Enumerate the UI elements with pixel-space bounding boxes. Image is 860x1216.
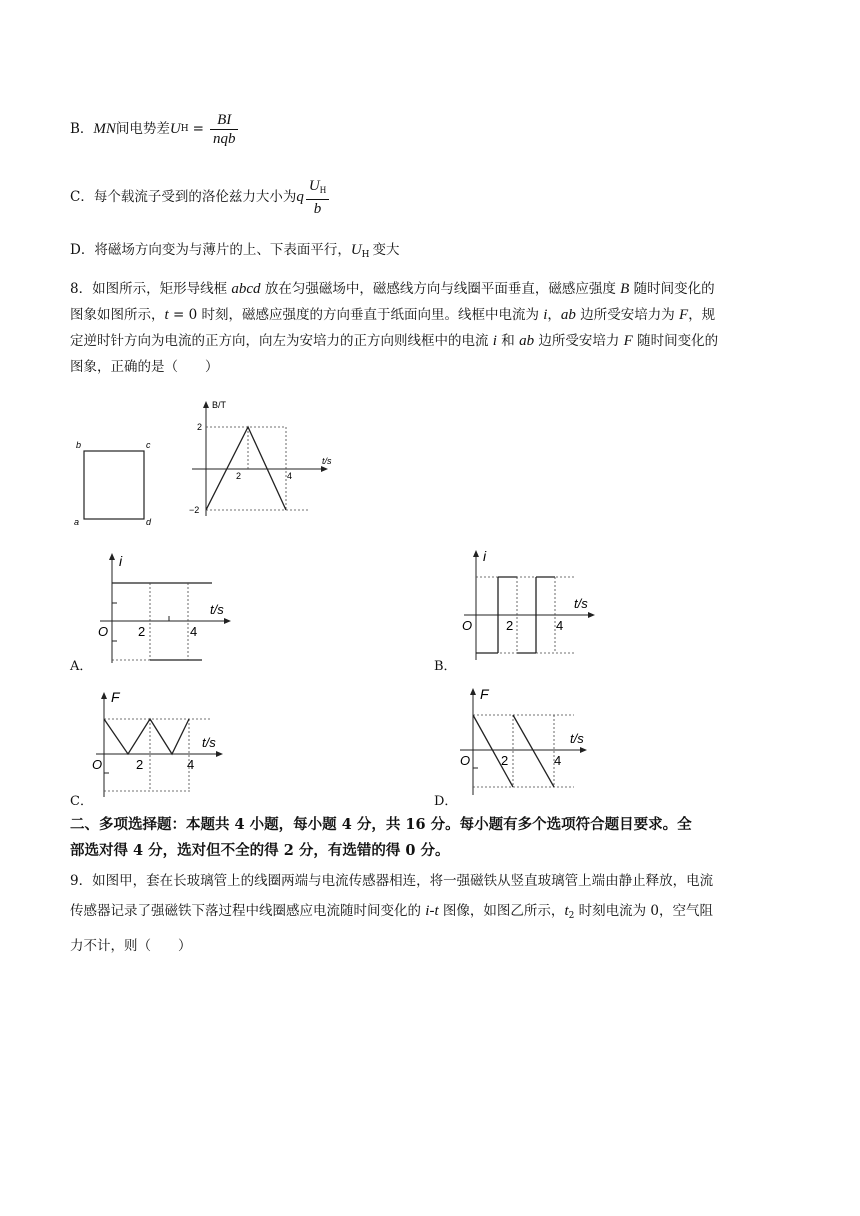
- q9-it: i-t: [425, 903, 439, 919]
- graph-a-ylabel: i: [119, 553, 123, 569]
- option-b-h: H: [180, 124, 189, 134]
- graph-c-origin: O: [92, 757, 103, 772]
- graph-b-xtick-4: 4: [556, 618, 564, 633]
- option-b-u: U: [169, 121, 181, 137]
- frame-label-b: b: [76, 440, 82, 450]
- q8-text: 随时间变化的: [629, 281, 715, 297]
- q8-text: 放在匀强磁场中，磁感线方向与线圈平面垂直，磁感应强度: [260, 281, 621, 297]
- q8-f: F: [623, 333, 633, 349]
- b-ylabel: B/T: [212, 400, 227, 410]
- option-c-den: b: [313, 200, 322, 217]
- q8-text: = 0 时刻，磁感应强度的方向垂直于纸面向里。线框中电流为: [168, 307, 544, 323]
- frame-rect: [84, 451, 144, 519]
- graph-c-ylabel: F: [111, 689, 120, 705]
- graph-b-axis-y-arrow: [473, 550, 479, 557]
- b-axis-y-arrow: [203, 401, 209, 408]
- section-2-line2: 部选对得 4 分，选对但不全的得 2 分，有选错的得 0 分。: [70, 842, 450, 859]
- graph-d-seg: [513, 715, 554, 787]
- q8-text: 8．如图所示，矩形导线框: [70, 281, 232, 297]
- option-d-text: 将磁场方向变为与薄片的上、下表面平行，: [94, 242, 351, 258]
- graph-d-xtick-2: 2: [501, 753, 509, 768]
- option-c-num-h: H: [319, 184, 327, 195]
- q9-line2: [70, 896, 810, 931]
- section-2-header: [70, 812, 810, 864]
- graph-c: [92, 685, 242, 805]
- option-c-num: [306, 177, 329, 200]
- option-d-label: D．: [70, 242, 95, 258]
- q8-ab: ab: [519, 333, 535, 349]
- graph-d-origin: O: [460, 753, 471, 768]
- option-d-u: U: [350, 242, 362, 258]
- q8-ab: ab: [560, 307, 576, 323]
- option-b-den: nqb: [212, 130, 236, 147]
- frame-label-a: a: [74, 517, 80, 527]
- graph-b-axis-x-arrow: [588, 612, 595, 618]
- q8-text: 随时间变化的: [632, 333, 719, 349]
- q8-f: F: [679, 307, 689, 323]
- graph-a-xtick-2: 2: [138, 624, 146, 639]
- q9-text: 图像，如图乙所示，: [438, 903, 565, 919]
- option-b-label: B．: [70, 121, 94, 137]
- graph-b-xtick-2: 2: [506, 618, 514, 633]
- graph-a-xtick-4: 4: [190, 624, 198, 639]
- graph-a-axis-x-arrow: [224, 618, 231, 624]
- b-xtick-2: 2: [236, 471, 242, 481]
- q8-line4: 图象，正确的是（ ）: [70, 359, 219, 375]
- graph-b-xlabel: t/s: [574, 596, 588, 611]
- graph-d-axis-y-arrow: [470, 688, 476, 695]
- option-c-label: C．: [70, 189, 94, 205]
- option-d-tail: 变大: [372, 242, 400, 258]
- q8-i: i: [492, 333, 497, 349]
- option-d: [70, 240, 400, 265]
- b-ytick-bottom: −2: [189, 505, 200, 515]
- graph-b-option-label: B．: [434, 659, 457, 674]
- graph-c-option-label: C．: [70, 794, 93, 809]
- graph-a-xlabel: t/s: [210, 602, 224, 617]
- section-2-line1: 二、多项选择题：本题共 4 小题，每小题 4 分，共 16 分。每小题有多个选项符合题目要求。全: [70, 816, 692, 833]
- graph-d-seg: [473, 715, 513, 787]
- option-c-fraction: [306, 177, 329, 218]
- q8-line1: [70, 276, 800, 302]
- graph-c-curve: [104, 719, 189, 754]
- q9-t: t: [564, 903, 569, 919]
- b-xtick-4: 4: [287, 471, 293, 481]
- b-axis-x-arrow: [321, 466, 328, 472]
- option-b: [70, 104, 240, 154]
- frame-figure: [68, 435, 158, 527]
- q8-abcd: abcd: [231, 281, 261, 297]
- graph-a-axis-y-arrow: [109, 553, 115, 560]
- b-xlabel: t/s: [322, 456, 332, 466]
- q9-text: 时刻电流为 0，空气阻: [574, 903, 714, 919]
- option-d-h: H: [361, 250, 370, 260]
- option-b-num: BI: [210, 111, 239, 130]
- q8-text: 边所受安培力: [534, 333, 624, 349]
- graph-d: [456, 683, 606, 803]
- graph-b: [456, 545, 606, 665]
- graph-c-axis-x-arrow: [216, 751, 223, 757]
- option-c-text: 每个载流子受到的洛伦兹力大小为: [93, 189, 297, 205]
- option-c: [70, 172, 331, 222]
- graph-c-axis-y-arrow: [101, 692, 107, 699]
- frame-label-c: c: [146, 440, 151, 450]
- option-b-mn: MN: [93, 121, 116, 137]
- q8-text: ，规: [688, 307, 716, 323]
- q8-text: 边所受安培力为: [575, 307, 680, 323]
- q8-line2: [70, 302, 800, 328]
- frame-label-d: d: [146, 517, 152, 527]
- q8-text: ，: [547, 307, 561, 323]
- option-b-fraction: [210, 111, 239, 148]
- q9-line1: 9．如图甲，套在长玻璃管上的线圈两端与电流传感器相连，将一强磁铁从竖直玻璃管上端由静止释放，电流: [70, 873, 714, 889]
- graph-d-xtick-4: 4: [554, 753, 562, 768]
- q8-i: i: [543, 307, 548, 323]
- q9-t-sub: 2: [568, 911, 575, 921]
- q8-text: 定逆时针方向为电流的正方向，向左为安培力的正方向则线框中的电流: [70, 333, 493, 349]
- option-c-num-u: U: [308, 177, 320, 194]
- b-ytick-top: 2: [197, 422, 203, 432]
- graph-d-axis-x-arrow: [580, 747, 587, 753]
- graph-b-ylabel: i: [483, 548, 487, 564]
- option-c-q: q: [296, 189, 304, 205]
- option-b-eq: =: [192, 121, 204, 137]
- graph-d-ylabel: F: [480, 686, 489, 702]
- graph-d-option-label: D．: [434, 794, 458, 809]
- q8-t: t: [164, 307, 169, 323]
- b-t-graph: [186, 398, 336, 523]
- q9-line3: 力不计，则（ ）: [70, 938, 192, 954]
- graph-c-xtick-4: 4: [187, 757, 195, 772]
- graph-b-origin: O: [462, 618, 473, 633]
- graph-a-origin: O: [98, 624, 109, 639]
- graph-a: [92, 548, 242, 668]
- q8-text: 图象如图所示，: [70, 307, 165, 323]
- q8-b: B: [620, 281, 630, 297]
- question-8: [70, 276, 800, 380]
- graph-d-xlabel: t/s: [570, 731, 584, 746]
- graph-c-xlabel: t/s: [202, 735, 216, 750]
- graph-c-xtick-2: 2: [136, 757, 144, 772]
- q8-line3: [70, 328, 800, 354]
- question-9: [70, 866, 810, 961]
- q8-text: 和: [496, 333, 520, 349]
- graph-a-option-label: A．: [70, 659, 93, 674]
- q9-text: 传感器记录了强磁铁下落过程中线圈感应电流随时间变化的: [70, 903, 426, 919]
- option-b-text: 间电势差: [115, 121, 170, 137]
